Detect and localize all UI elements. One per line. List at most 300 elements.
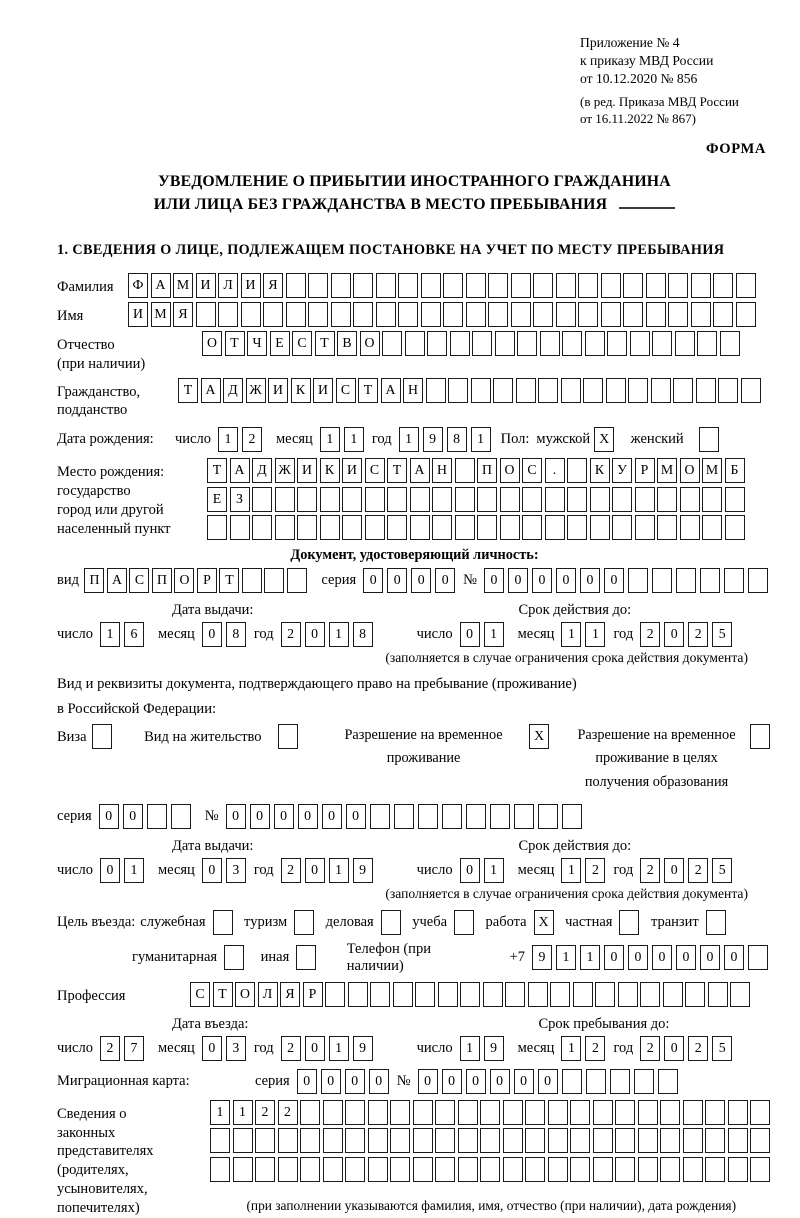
- sex-female-checkbox[interactable]: [699, 427, 719, 452]
- char-cell[interactable]: [435, 1157, 455, 1182]
- purpose-private-checkbox[interactable]: [619, 910, 639, 935]
- char-cell[interactable]: [528, 982, 548, 1007]
- char-cell[interactable]: О: [680, 458, 700, 483]
- char-cell[interactable]: 0: [700, 945, 720, 970]
- char-cell[interactable]: [538, 378, 558, 403]
- char-cell[interactable]: [570, 1157, 590, 1182]
- char-cell[interactable]: [741, 378, 761, 403]
- char-cell[interactable]: [458, 1100, 478, 1125]
- char-cell[interactable]: [376, 302, 396, 327]
- char-cell[interactable]: [525, 1100, 545, 1125]
- char-cell[interactable]: [590, 487, 610, 512]
- char-cell[interactable]: А: [381, 378, 401, 403]
- char-cell[interactable]: [413, 1157, 433, 1182]
- char-cell[interactable]: [736, 273, 756, 298]
- char-cell[interactable]: И: [342, 458, 362, 483]
- char-cell[interactable]: [548, 1100, 568, 1125]
- char-cell[interactable]: 9: [353, 1036, 373, 1061]
- char-cell[interactable]: [455, 487, 475, 512]
- char-cell[interactable]: 0: [466, 1069, 486, 1094]
- char-cell[interactable]: 0: [556, 568, 576, 593]
- char-cell[interactable]: [615, 1100, 635, 1125]
- char-cell[interactable]: 2: [278, 1100, 298, 1125]
- char-cell[interactable]: [297, 487, 317, 512]
- char-cell[interactable]: [590, 515, 610, 540]
- char-cell[interactable]: 3: [226, 858, 246, 883]
- char-cell[interactable]: О: [174, 568, 194, 593]
- char-cell[interactable]: [300, 1100, 320, 1125]
- char-cell[interactable]: 0: [99, 804, 119, 829]
- char-cell[interactable]: [442, 804, 462, 829]
- char-cell[interactable]: [171, 804, 191, 829]
- char-cell[interactable]: [387, 515, 407, 540]
- char-cell[interactable]: [405, 331, 425, 356]
- char-cell[interactable]: [455, 458, 475, 483]
- char-cell[interactable]: [370, 804, 390, 829]
- char-cell[interactable]: О: [202, 331, 222, 356]
- residence-permit-checkbox[interactable]: [278, 724, 298, 749]
- char-cell[interactable]: 1: [585, 622, 605, 647]
- char-cell[interactable]: [612, 487, 632, 512]
- char-cell[interactable]: [567, 515, 587, 540]
- char-cell[interactable]: [725, 515, 745, 540]
- char-cell[interactable]: 0: [345, 1069, 365, 1094]
- char-cell[interactable]: 0: [298, 804, 318, 829]
- char-cell[interactable]: [522, 515, 542, 540]
- char-cell[interactable]: [691, 273, 711, 298]
- char-cell[interactable]: [750, 1100, 770, 1125]
- char-cell[interactable]: У: [612, 458, 632, 483]
- char-cell[interactable]: [651, 378, 671, 403]
- char-cell[interactable]: 0: [346, 804, 366, 829]
- char-cell[interactable]: 1: [233, 1100, 253, 1125]
- char-cell[interactable]: [525, 1157, 545, 1182]
- char-cell[interactable]: [418, 804, 438, 829]
- char-cell[interactable]: Н: [403, 378, 423, 403]
- char-cell[interactable]: [540, 331, 560, 356]
- char-cell[interactable]: [573, 982, 593, 1007]
- char-cell[interactable]: 0: [676, 945, 696, 970]
- char-cell[interactable]: [466, 804, 486, 829]
- char-cell[interactable]: 1: [124, 858, 144, 883]
- char-cell[interactable]: А: [230, 458, 250, 483]
- char-cell[interactable]: 2: [281, 1036, 301, 1061]
- char-cell[interactable]: 0: [123, 804, 143, 829]
- char-cell[interactable]: 2: [255, 1100, 275, 1125]
- char-cell[interactable]: [545, 515, 565, 540]
- char-cell[interactable]: Т: [387, 458, 407, 483]
- char-cell[interactable]: П: [477, 458, 497, 483]
- char-cell[interactable]: [503, 1128, 523, 1153]
- char-cell[interactable]: [210, 1157, 230, 1182]
- char-cell[interactable]: [323, 1157, 343, 1182]
- char-cell[interactable]: Р: [303, 982, 323, 1007]
- char-cell[interactable]: С: [190, 982, 210, 1007]
- char-cell[interactable]: 2: [585, 1036, 605, 1061]
- char-cell[interactable]: 0: [202, 858, 222, 883]
- char-cell[interactable]: [556, 273, 576, 298]
- char-cell[interactable]: [652, 568, 672, 593]
- char-cell[interactable]: [578, 302, 598, 327]
- char-cell[interactable]: 1: [329, 1036, 349, 1061]
- char-cell[interactable]: 2: [640, 1036, 660, 1061]
- char-cell[interactable]: [728, 1100, 748, 1125]
- char-cell[interactable]: [522, 487, 542, 512]
- char-cell[interactable]: [460, 982, 480, 1007]
- char-cell[interactable]: [533, 273, 553, 298]
- char-cell[interactable]: [495, 331, 515, 356]
- char-cell[interactable]: 1: [556, 945, 576, 970]
- char-cell[interactable]: .: [545, 458, 565, 483]
- char-cell[interactable]: 1: [218, 427, 238, 452]
- char-cell[interactable]: [323, 1128, 343, 1153]
- char-cell[interactable]: [353, 302, 373, 327]
- char-cell[interactable]: Л: [218, 273, 238, 298]
- char-cell[interactable]: [634, 1069, 654, 1094]
- char-cell[interactable]: [421, 302, 441, 327]
- char-cell[interactable]: [368, 1128, 388, 1153]
- char-cell[interactable]: [147, 804, 167, 829]
- char-cell[interactable]: [398, 302, 418, 327]
- char-cell[interactable]: [570, 1128, 590, 1153]
- char-cell[interactable]: 8: [226, 622, 246, 647]
- char-cell[interactable]: Д: [252, 458, 272, 483]
- char-cell[interactable]: [370, 982, 390, 1007]
- char-cell[interactable]: М: [657, 458, 677, 483]
- char-cell[interactable]: [630, 331, 650, 356]
- char-cell[interactable]: Ж: [246, 378, 266, 403]
- char-cell[interactable]: [533, 302, 553, 327]
- char-cell[interactable]: [516, 378, 536, 403]
- char-cell[interactable]: [607, 331, 627, 356]
- char-cell[interactable]: 0: [664, 858, 684, 883]
- char-cell[interactable]: [586, 1069, 606, 1094]
- char-cell[interactable]: [561, 378, 581, 403]
- char-cell[interactable]: С: [292, 331, 312, 356]
- char-cell[interactable]: 0: [442, 1069, 462, 1094]
- char-cell[interactable]: 0: [418, 1069, 438, 1094]
- char-cell[interactable]: [728, 1128, 748, 1153]
- char-cell[interactable]: [601, 273, 621, 298]
- char-cell[interactable]: 2: [585, 858, 605, 883]
- char-cell[interactable]: [713, 302, 733, 327]
- char-cell[interactable]: П: [84, 568, 104, 593]
- char-cell[interactable]: [660, 1100, 680, 1125]
- char-cell[interactable]: [348, 982, 368, 1007]
- char-cell[interactable]: 1: [484, 622, 504, 647]
- char-cell[interactable]: [570, 1100, 590, 1125]
- char-cell[interactable]: [615, 1157, 635, 1182]
- char-cell[interactable]: [393, 982, 413, 1007]
- char-cell[interactable]: [345, 1157, 365, 1182]
- char-cell[interactable]: 3: [226, 1036, 246, 1061]
- char-cell[interactable]: [673, 378, 693, 403]
- char-cell[interactable]: И: [241, 273, 261, 298]
- char-cell[interactable]: [548, 1128, 568, 1153]
- char-cell[interactable]: [320, 515, 340, 540]
- char-cell[interactable]: [517, 331, 537, 356]
- char-cell[interactable]: [300, 1128, 320, 1153]
- char-cell[interactable]: [652, 331, 672, 356]
- char-cell[interactable]: [748, 945, 768, 970]
- char-cell[interactable]: А: [410, 458, 430, 483]
- char-cell[interactable]: [525, 1128, 545, 1153]
- char-cell[interactable]: [390, 1100, 410, 1125]
- char-cell[interactable]: 0: [514, 1069, 534, 1094]
- char-cell[interactable]: [668, 302, 688, 327]
- char-cell[interactable]: [638, 1157, 658, 1182]
- char-cell[interactable]: 0: [538, 1069, 558, 1094]
- char-cell[interactable]: [556, 302, 576, 327]
- char-cell[interactable]: [505, 982, 525, 1007]
- char-cell[interactable]: 1: [344, 427, 364, 452]
- char-cell[interactable]: [618, 982, 638, 1007]
- char-cell[interactable]: [308, 302, 328, 327]
- char-cell[interactable]: 1: [561, 858, 581, 883]
- char-cell[interactable]: 9: [532, 945, 552, 970]
- char-cell[interactable]: Е: [270, 331, 290, 356]
- char-cell[interactable]: К: [590, 458, 610, 483]
- char-cell[interactable]: 0: [532, 568, 552, 593]
- char-cell[interactable]: 8: [447, 427, 467, 452]
- char-cell[interactable]: Т: [315, 331, 335, 356]
- char-cell[interactable]: [562, 804, 582, 829]
- char-cell[interactable]: 2: [281, 622, 301, 647]
- char-cell[interactable]: [708, 982, 728, 1007]
- char-cell[interactable]: [345, 1100, 365, 1125]
- char-cell[interactable]: [728, 1157, 748, 1182]
- char-cell[interactable]: [548, 1157, 568, 1182]
- char-cell[interactable]: [480, 1128, 500, 1153]
- purpose-work-checkbox[interactable]: X: [534, 910, 554, 935]
- char-cell[interactable]: 0: [604, 945, 624, 970]
- char-cell[interactable]: 2: [640, 622, 660, 647]
- char-cell[interactable]: 0: [274, 804, 294, 829]
- char-cell[interactable]: [466, 273, 486, 298]
- char-cell[interactable]: С: [365, 458, 385, 483]
- purpose-other-checkbox[interactable]: [296, 945, 316, 970]
- char-cell[interactable]: [700, 568, 720, 593]
- char-cell[interactable]: [640, 982, 660, 1007]
- char-cell[interactable]: [323, 1100, 343, 1125]
- char-cell[interactable]: Ч: [247, 331, 267, 356]
- char-cell[interactable]: Л: [258, 982, 278, 1007]
- char-cell[interactable]: [718, 378, 738, 403]
- char-cell[interactable]: [657, 487, 677, 512]
- char-cell[interactable]: [683, 1100, 703, 1125]
- char-cell[interactable]: [230, 515, 250, 540]
- char-cell[interactable]: А: [201, 378, 221, 403]
- char-cell[interactable]: [448, 378, 468, 403]
- char-cell[interactable]: П: [152, 568, 172, 593]
- char-cell[interactable]: Я: [263, 273, 283, 298]
- char-cell[interactable]: [606, 378, 626, 403]
- char-cell[interactable]: [252, 487, 272, 512]
- char-cell[interactable]: [724, 568, 744, 593]
- char-cell[interactable]: 1: [320, 427, 340, 452]
- char-cell[interactable]: 0: [580, 568, 600, 593]
- char-cell[interactable]: [390, 1128, 410, 1153]
- char-cell[interactable]: И: [297, 458, 317, 483]
- char-cell[interactable]: 0: [321, 1069, 341, 1094]
- char-cell[interactable]: [342, 487, 362, 512]
- char-cell[interactable]: [511, 273, 531, 298]
- char-cell[interactable]: [286, 273, 306, 298]
- char-cell[interactable]: [471, 378, 491, 403]
- char-cell[interactable]: [365, 487, 385, 512]
- char-cell[interactable]: [297, 515, 317, 540]
- char-cell[interactable]: 0: [628, 945, 648, 970]
- char-cell[interactable]: [426, 378, 446, 403]
- char-cell[interactable]: [720, 331, 740, 356]
- char-cell[interactable]: [490, 804, 510, 829]
- char-cell[interactable]: [683, 1157, 703, 1182]
- purpose-humanitarian-checkbox[interactable]: [224, 945, 244, 970]
- char-cell[interactable]: [376, 273, 396, 298]
- char-cell[interactable]: К: [320, 458, 340, 483]
- char-cell[interactable]: 0: [724, 945, 744, 970]
- char-cell[interactable]: [658, 1069, 678, 1094]
- char-cell[interactable]: 1: [329, 858, 349, 883]
- char-cell[interactable]: [331, 302, 351, 327]
- char-cell[interactable]: [278, 1128, 298, 1153]
- char-cell[interactable]: [635, 515, 655, 540]
- char-cell[interactable]: [196, 302, 216, 327]
- char-cell[interactable]: [601, 302, 621, 327]
- char-cell[interactable]: [578, 273, 598, 298]
- char-cell[interactable]: 6: [124, 622, 144, 647]
- char-cell[interactable]: [458, 1157, 478, 1182]
- char-cell[interactable]: [567, 487, 587, 512]
- purpose-official-checkbox[interactable]: [213, 910, 233, 935]
- char-cell[interactable]: [615, 1128, 635, 1153]
- char-cell[interactable]: [438, 982, 458, 1007]
- char-cell[interactable]: [562, 331, 582, 356]
- char-cell[interactable]: [685, 982, 705, 1007]
- char-cell[interactable]: [736, 302, 756, 327]
- char-cell[interactable]: [514, 804, 534, 829]
- char-cell[interactable]: З: [230, 487, 250, 512]
- char-cell[interactable]: 0: [411, 568, 431, 593]
- char-cell[interactable]: [421, 273, 441, 298]
- char-cell[interactable]: И: [313, 378, 333, 403]
- char-cell[interactable]: [638, 1100, 658, 1125]
- char-cell[interactable]: [233, 1128, 253, 1153]
- char-cell[interactable]: [287, 568, 307, 593]
- char-cell[interactable]: [252, 515, 272, 540]
- char-cell[interactable]: 1: [561, 622, 581, 647]
- char-cell[interactable]: [488, 273, 508, 298]
- char-cell[interactable]: [593, 1157, 613, 1182]
- sex-male-checkbox[interactable]: X: [594, 427, 614, 452]
- char-cell[interactable]: [646, 273, 666, 298]
- char-cell[interactable]: [638, 1128, 658, 1153]
- char-cell[interactable]: 1: [471, 427, 491, 452]
- char-cell[interactable]: М: [702, 458, 722, 483]
- char-cell[interactable]: 0: [305, 1036, 325, 1061]
- char-cell[interactable]: 1: [460, 1036, 480, 1061]
- char-cell[interactable]: [593, 1100, 613, 1125]
- visa-checkbox[interactable]: [92, 724, 112, 749]
- purpose-study-checkbox[interactable]: [454, 910, 474, 935]
- char-cell[interactable]: Р: [635, 458, 655, 483]
- char-cell[interactable]: [623, 273, 643, 298]
- char-cell[interactable]: [466, 302, 486, 327]
- char-cell[interactable]: 0: [226, 804, 246, 829]
- char-cell[interactable]: 0: [604, 568, 624, 593]
- char-cell[interactable]: [413, 1128, 433, 1153]
- char-cell[interactable]: О: [235, 982, 255, 1007]
- char-cell[interactable]: 0: [202, 1036, 222, 1061]
- char-cell[interactable]: [750, 1128, 770, 1153]
- char-cell[interactable]: [432, 515, 452, 540]
- char-cell[interactable]: 0: [305, 622, 325, 647]
- char-cell[interactable]: 0: [652, 945, 672, 970]
- char-cell[interactable]: [657, 515, 677, 540]
- char-cell[interactable]: [628, 378, 648, 403]
- temp-residence-checkbox[interactable]: X: [529, 724, 549, 749]
- char-cell[interactable]: С: [336, 378, 356, 403]
- char-cell[interactable]: 1: [561, 1036, 581, 1061]
- char-cell[interactable]: [567, 458, 587, 483]
- char-cell[interactable]: 0: [490, 1069, 510, 1094]
- char-cell[interactable]: [458, 1128, 478, 1153]
- char-cell[interactable]: А: [151, 273, 171, 298]
- char-cell[interactable]: [413, 1100, 433, 1125]
- char-cell[interactable]: 0: [460, 858, 480, 883]
- char-cell[interactable]: В: [337, 331, 357, 356]
- char-cell[interactable]: [646, 302, 666, 327]
- char-cell[interactable]: Я: [280, 982, 300, 1007]
- char-cell[interactable]: [595, 982, 615, 1007]
- char-cell[interactable]: 0: [250, 804, 270, 829]
- char-cell[interactable]: 9: [484, 1036, 504, 1061]
- char-cell[interactable]: С: [522, 458, 542, 483]
- char-cell[interactable]: [325, 982, 345, 1007]
- char-cell[interactable]: 0: [305, 858, 325, 883]
- char-cell[interactable]: [680, 487, 700, 512]
- char-cell[interactable]: [500, 487, 520, 512]
- char-cell[interactable]: 0: [322, 804, 342, 829]
- char-cell[interactable]: [725, 487, 745, 512]
- char-cell[interactable]: [255, 1157, 275, 1182]
- char-cell[interactable]: 0: [387, 568, 407, 593]
- char-cell[interactable]: [702, 515, 722, 540]
- char-cell[interactable]: [585, 331, 605, 356]
- char-cell[interactable]: [705, 1100, 725, 1125]
- char-cell[interactable]: [748, 568, 768, 593]
- char-cell[interactable]: [480, 1157, 500, 1182]
- char-cell[interactable]: [477, 515, 497, 540]
- char-cell[interactable]: Р: [197, 568, 217, 593]
- char-cell[interactable]: [697, 331, 717, 356]
- char-cell[interactable]: М: [173, 273, 193, 298]
- char-cell[interactable]: [233, 1157, 253, 1182]
- char-cell[interactable]: Б: [725, 458, 745, 483]
- char-cell[interactable]: [435, 1100, 455, 1125]
- char-cell[interactable]: [683, 1128, 703, 1153]
- char-cell[interactable]: [275, 487, 295, 512]
- char-cell[interactable]: [286, 302, 306, 327]
- char-cell[interactable]: 0: [100, 858, 120, 883]
- char-cell[interactable]: [242, 568, 262, 593]
- char-cell[interactable]: Д: [223, 378, 243, 403]
- char-cell[interactable]: И: [128, 302, 148, 327]
- char-cell[interactable]: И: [196, 273, 216, 298]
- char-cell[interactable]: 0: [664, 622, 684, 647]
- char-cell[interactable]: 1: [210, 1100, 230, 1125]
- char-cell[interactable]: [545, 487, 565, 512]
